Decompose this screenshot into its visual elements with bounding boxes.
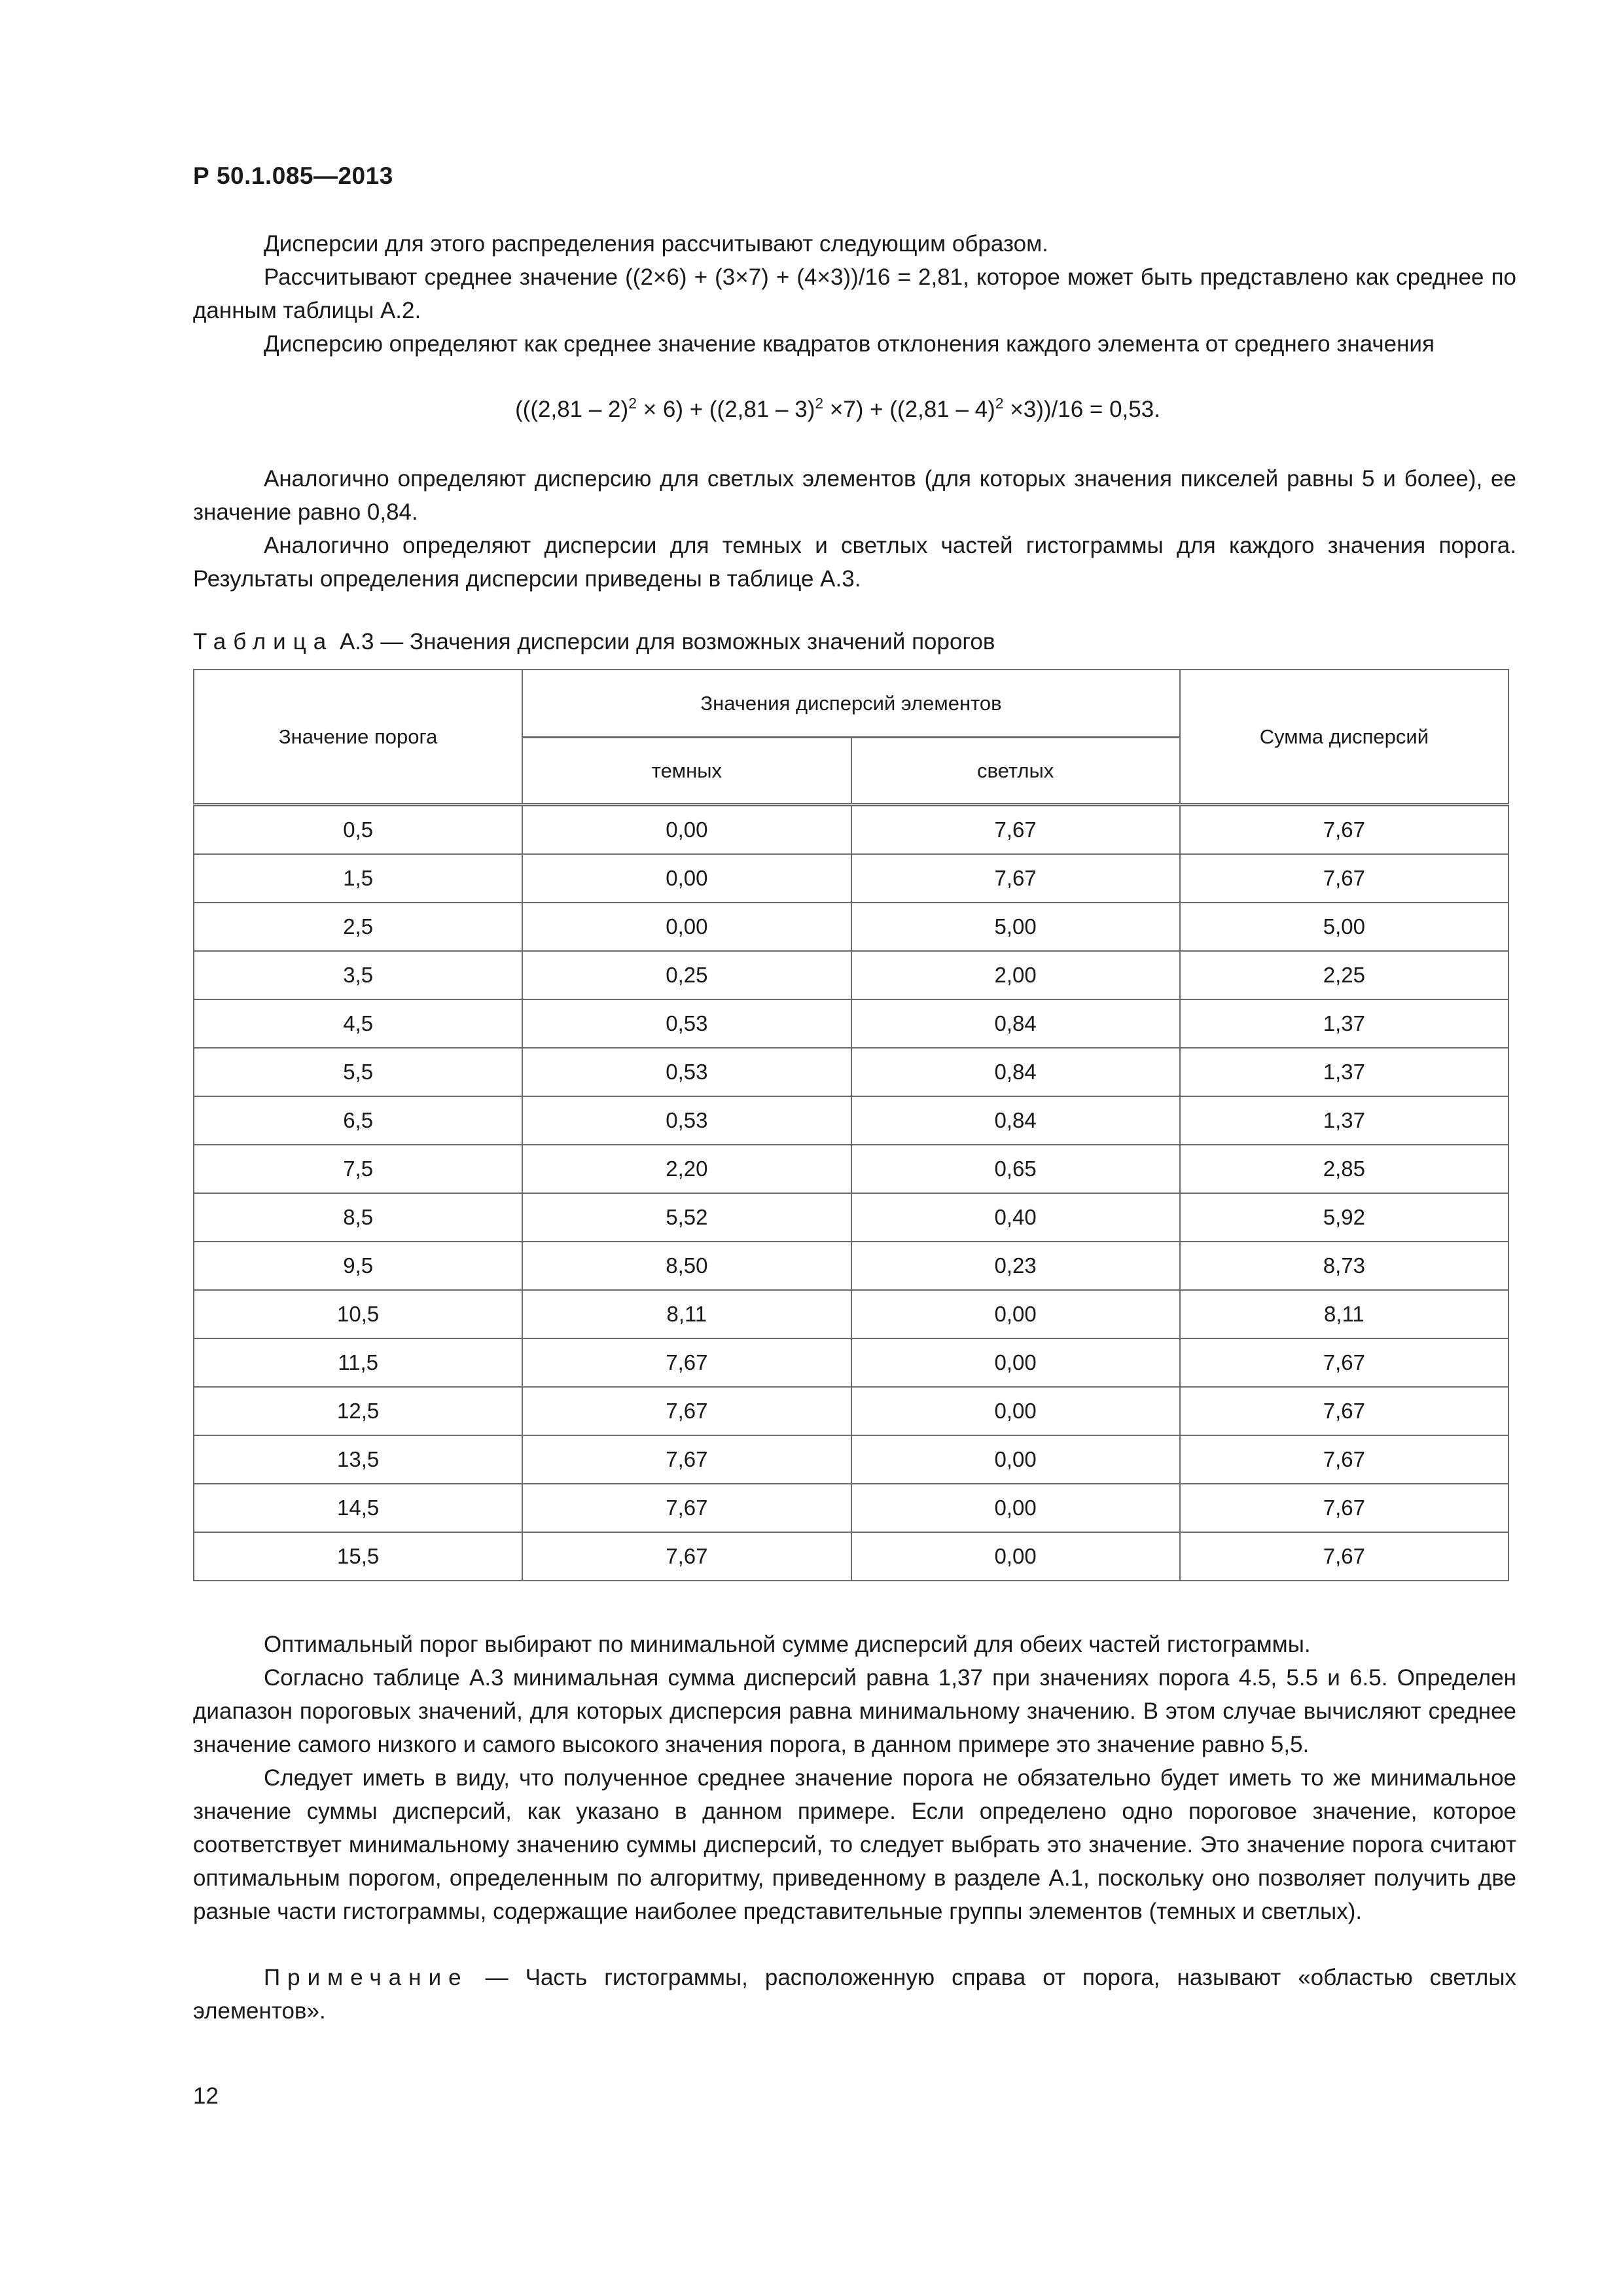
cell-threshold: 5,5 [194, 1048, 522, 1096]
cell-dark: 7,67 [522, 1435, 851, 1484]
note-label: Примечание [264, 1965, 469, 1990]
cell-dark: 7,67 [522, 1484, 851, 1532]
cell-sum: 1,37 [1180, 1048, 1508, 1096]
cell-dark: 0,53 [522, 1096, 851, 1145]
cell-sum: 8,73 [1180, 1242, 1508, 1290]
cell-light: 7,67 [851, 854, 1180, 903]
cell-threshold: 11,5 [194, 1338, 522, 1387]
header-threshold: Значение порога [194, 670, 522, 805]
cell-sum: 7,67 [1180, 1338, 1508, 1387]
cell-light: 0,00 [851, 1532, 1180, 1581]
header-dark: темных [522, 738, 851, 805]
cell-sum: 8,11 [1180, 1290, 1508, 1338]
table-row [194, 1048, 1508, 1096]
table-row [194, 903, 1508, 951]
cell-light: 0,84 [851, 999, 1180, 1048]
cell-dark: 0,00 [522, 903, 851, 951]
paragraph: Согласно таблице А.3 минимальная сумма дисперсий равна 1,37 при значениях порога 4.5, 5.5 и 6.5. Определен диапазон пороговых значений, для которых дисперсия равна минимальному значению. В этом случае вычисляют среднее значение самого низкого и самого высокого значения порога, в данном примере это значение равно 5,5. [193, 1665, 1516, 1757]
paragraph: Дисперсию определяют как среднее значение квадратов отклонения каждого элемента от среднего значения [264, 331, 1435, 357]
cell-light: 0,40 [851, 1193, 1180, 1242]
cell-sum: 7,67 [1180, 1435, 1508, 1484]
variance-formula: (((2,81 – 2)$^2$ × 6) + ((2,81 – 3)$^2$ ×7) + ((2,81 – 4)$^2$ ×3))/16 = 0,53. [515, 395, 1160, 422]
cell-sum: 7,67 [1180, 805, 1508, 855]
paragraph: Рассчитывают среднее значение ((2×6) + (3×7) + (4×3))/16 = 2,81, которое может быть представлено как среднее по данным таблицы А.2. [193, 264, 1516, 323]
cell-threshold: 9,5 [194, 1242, 522, 1290]
document-id: Р 50.1.085—2013 [193, 162, 393, 189]
table-row [194, 1290, 1508, 1338]
cell-threshold: 15,5 [194, 1532, 522, 1581]
cell-dark: 7,67 [522, 1338, 851, 1387]
cell-threshold: 13,5 [194, 1435, 522, 1484]
cell-threshold: 1,5 [194, 854, 522, 903]
table-row [194, 1193, 1508, 1242]
cell-light: 0,00 [851, 1435, 1180, 1484]
table-row [194, 1338, 1508, 1387]
cell-threshold: 4,5 [194, 999, 522, 1048]
cell-sum: 2,25 [1180, 951, 1508, 999]
table-row [194, 1387, 1508, 1435]
intro-text [193, 227, 1516, 361]
cell-threshold: 14,5 [194, 1484, 522, 1532]
cell-sum: 7,67 [1180, 854, 1508, 903]
cell-sum: 1,37 [1180, 1096, 1508, 1145]
cell-threshold: 10,5 [194, 1290, 522, 1338]
cell-dark: 8,50 [522, 1242, 851, 1290]
note-text: — Часть гистограммы, расположенную справа от порога, называют «областью светлых элементов». [193, 1965, 1516, 2024]
cell-dark: 0,53 [522, 1048, 851, 1096]
cell-dark: 2,20 [522, 1145, 851, 1193]
cell-threshold: 6,5 [194, 1096, 522, 1145]
table-row [194, 999, 1508, 1048]
cell-dark: 5,52 [522, 1193, 851, 1242]
analog-text [193, 462, 1516, 596]
table-row [194, 1532, 1508, 1581]
cell-light: 0,65 [851, 1145, 1180, 1193]
cell-dark: 7,67 [522, 1532, 851, 1581]
header-light: светлых [851, 738, 1180, 805]
table-row [194, 854, 1508, 903]
cell-threshold: 0,5 [194, 805, 522, 855]
cell-threshold: 12,5 [194, 1387, 522, 1435]
table-row [194, 1096, 1508, 1145]
cell-light: 7,67 [851, 805, 1180, 855]
cell-dark: 0,00 [522, 805, 851, 855]
cell-light: 2,00 [851, 951, 1180, 999]
cell-dark: 8,11 [522, 1290, 851, 1338]
cell-light: 0,00 [851, 1484, 1180, 1532]
variance-table [193, 669, 1509, 1581]
cell-threshold: 2,5 [194, 903, 522, 951]
paragraph: Дисперсии для этого распределения рассчитывают следующим образом. [264, 231, 1048, 257]
table-row [194, 805, 1508, 855]
table-body [194, 805, 1508, 1581]
cell-sum: 2,85 [1180, 1145, 1508, 1193]
cell-sum: 7,67 [1180, 1387, 1508, 1435]
cell-light: 0,84 [851, 1048, 1180, 1096]
cell-threshold: 7,5 [194, 1145, 522, 1193]
table-row [194, 951, 1508, 999]
cell-threshold: 3,5 [194, 951, 522, 999]
paragraph: Аналогично определяют дисперсии для темных и светлых частей гистограммы для каждого значения порога. Результаты определения дисперсии приведены в таблице А.3. [193, 533, 1516, 592]
cell-light: 0,84 [851, 1096, 1180, 1145]
cell-light: 5,00 [851, 903, 1180, 951]
table-row [194, 1435, 1508, 1484]
cell-sum: 5,00 [1180, 903, 1508, 951]
paragraph: Оптимальный порог выбирают по минимальной сумме дисперсий для обеих частей гистограммы. [264, 1632, 1311, 1657]
cell-light: 0,00 [851, 1290, 1180, 1338]
header-group: Значения дисперсий элементов [522, 670, 1180, 738]
cell-sum: 1,37 [1180, 999, 1508, 1048]
cell-sum: 7,67 [1180, 1532, 1508, 1581]
cell-threshold: 8,5 [194, 1193, 522, 1242]
table-row [194, 1145, 1508, 1193]
cell-light: 0,00 [851, 1338, 1180, 1387]
page-number: 12 [193, 2083, 219, 2109]
cell-light: 0,23 [851, 1242, 1180, 1290]
cell-sum: 5,92 [1180, 1193, 1508, 1242]
cell-dark: 7,67 [522, 1387, 851, 1435]
cell-sum: 7,67 [1180, 1484, 1508, 1532]
table-caption: Таблица А.3 — Значения дисперсии для возможных значений порогов [193, 629, 995, 655]
conclusion-text [193, 1628, 1516, 1928]
note [193, 1961, 1516, 2028]
cell-dark: 0,53 [522, 999, 851, 1048]
paragraph: Следует иметь в виду, что полученное среднее значение порога не обязательно будет иметь то же минимальное значение суммы дисперсий, как указано в данном примере. Если определено одно пороговое значение, которое соответствует минимальному значению суммы дисперсий, то следует выбрать это значение. Это значение порога считают оптимальным порогом, определенным по алгоритму, приведенному в разделе А.1, поскольку оно позволяет получить две разные части гистограммы, содержащие наиболее представительные группы элементов (темных и светлых). [193, 1765, 1516, 1924]
cell-light: 0,00 [851, 1387, 1180, 1435]
header-sum: Сумма дисперсий [1180, 670, 1508, 805]
table-row [194, 1484, 1508, 1532]
table-row [194, 1242, 1508, 1290]
cell-dark: 0,00 [522, 854, 851, 903]
paragraph: Аналогично определяют дисперсию для светлых элементов (для которых значения пикселей равны 5 и более), ее значение равно 0,84. [193, 466, 1516, 525]
cell-dark: 0,25 [522, 951, 851, 999]
